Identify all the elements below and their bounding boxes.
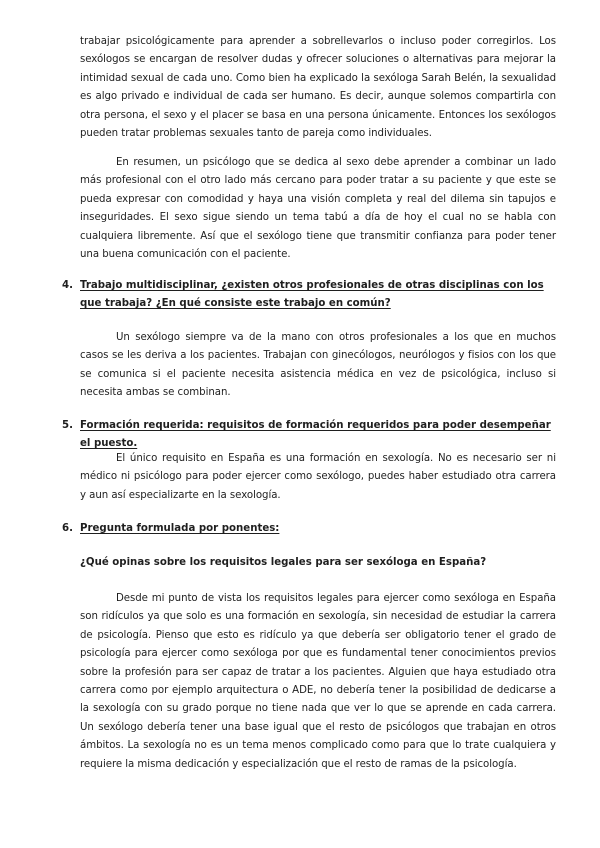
paragraph-sexologists-role: [80, 33, 556, 143]
paragraph-summary: [80, 154, 556, 264]
paragraph-text: En resumen, un psicólogo que se dedica al sexo debe aprender a combinar un lado más profesional con el otro lado más cercano para poder tratar a su paciente y que este se pueda expresar con comodidad y haya una visión completa y real del dilema sin tapujos e inseguridades. El sexo sigue siendo un tema tabú a día de hoy el cual no se habla con cualquiera libremente. Así que el sexólogo tiene que transmitir confianza para poder tener una buena comunicación con el paciente.: [80, 157, 556, 261]
section-number: 4.: [62, 280, 73, 291]
section-title: Trabajo multidisciplinar, ¿existen otros profesionales de otras disciplinas con los que trabaja? ¿En qué consiste este trabajo en común?: [80, 280, 544, 309]
paragraph-multidisciplinary: [80, 329, 556, 403]
paragraph-text: Desde mi punto de vista los requisitos legales para ejercer como sexóloga en España son ridículos ya que solo es una formación en sexología, sin necesidad de estudiar la carrera de psicología. Pienso que esto es ridículo ya que debería ser obligatorio tener el grado de psicología para ejercer como sexóloga por que es fundamental tener conocimientos previos sobre la profesión para ser capaz de tratar a los pacientes. Alguien que haya estudiado otra carrera como por ejemplo arquitectura o ADE, no debería tener la posibilidad de dedicarse a la sexología con su grado porque no tiene nada que ver lo que se aprende en cada carrera. Un sexólogo debería tener una base igual que el resto de psicólogos que trabajan en otros ámbitos. La sexología no es un tema menos complicado como para que lo trate cualquiera y requiere la misma dedicación y especialización que el resto de ramas de la psicología.: [80, 593, 556, 770]
section-title: Pregunta formulada por ponentes:: [80, 523, 280, 534]
paragraph-text: El único requisito en España es una formación en sexología. No es necesario ser ni médico ni psicólogo para poder ejercer como sexólogo, puedes haber estudiado otra carrera y aun así especializarte en la sexología.: [80, 453, 556, 501]
paragraph-text: trabajar psicológicamente para aprender a sobrellevarlos o incluso poder corregirlos. Los sexólogos se encargan de resolver dudas y ofrecer soluciones o alternativas para mejorar la intimidad sexual de cada uno. Como bien ha explicado la sexóloga Sarah Belén, la sexualidad es algo privado e individual de cada ser humano. Es decir, aunque solemos compartirla con otra persona, el sexo y el placer se basa en una persona únicamente. Entonces los sexólogos pueden tratar problemas sexuales tanto de pareja como individuales.: [80, 36, 556, 140]
paragraph-opinion: [80, 590, 556, 774]
paragraph-training: [80, 450, 556, 505]
speaker-question: ¿Qué opinas sobre los requisitos legales para ser sexóloga en España?: [80, 557, 487, 568]
section-number: 5.: [62, 420, 73, 431]
section-number: 6.: [62, 523, 73, 534]
section-title: Formación requerida: requisitos de formación requeridos para poder desempeñar el puesto.: [80, 420, 551, 449]
paragraph-text: Un sexólogo siempre va de la mano con otros profesionales a los que en muchos casos se les deriva a los pacientes. Trabajan con ginecólogos, neurólogos y fisios con los que se comunica si el paciente necesita asistencia médica en vez de psicológica, incluso si necesita ambas se combinan.: [80, 332, 556, 399]
